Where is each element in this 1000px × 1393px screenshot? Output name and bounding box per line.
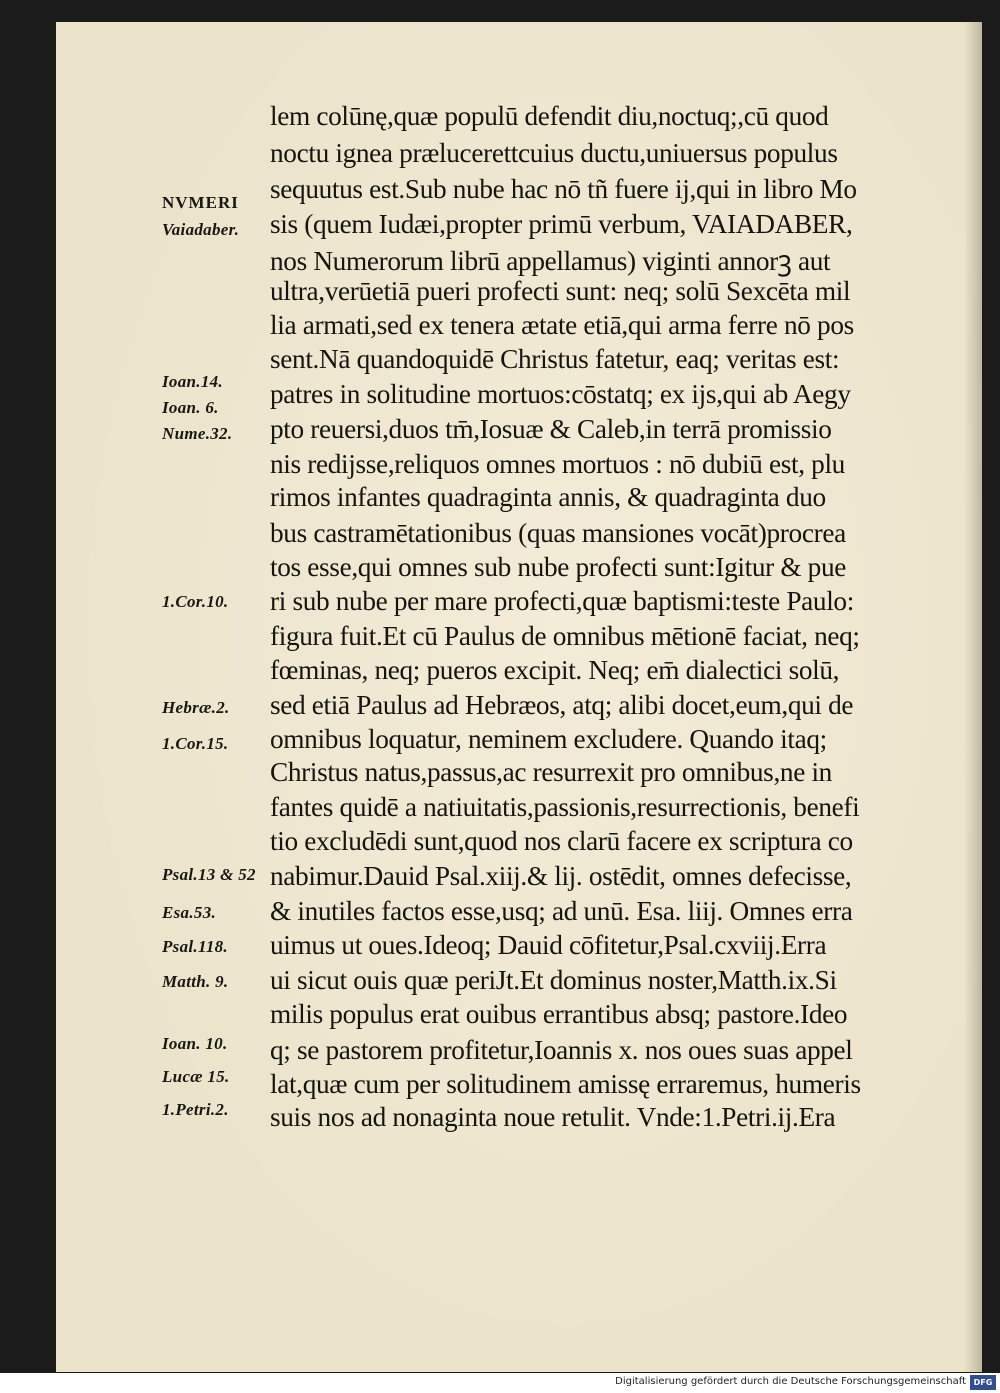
text-line: Christus natus,passus,ac resurrexit pro omnibus,ne in [270,756,832,787]
text-line: fœminas, neq; pueros excipit. Neq; em̄ dialectici solū, [270,654,840,685]
text-line: & inutiles factos esse,usq; ad unū. Esa. liij. Omnes erra [270,895,853,926]
marginal-reference: Psal.13 & 52 [162,865,256,884]
text-line: tos esse,qui omnes sub nube profecti sunt:Igitur & pue [270,551,847,582]
marginal-reference: Hebræ.2. [162,698,230,717]
text-line: nabimur.Dauid Psal.xiij.& lij. ostēdit, omnes defecisse, [270,860,852,891]
text-line: bus castramētationibus (quas mansiones vocāt)procrea [270,517,846,548]
text-line: uimus ut oues.Ideoq; Dauid cōfitetur,Psal.cxviij.Erra [270,929,827,960]
text-line: figura fuit.Et cū Paulus de omnibus mētionē faciat, neq; [270,620,860,651]
text-line: sed etiā Paulus ad Hebræos, atq; alibi docet,eum,qui de [270,689,854,720]
marginal-reference: Nume.32. [162,424,233,443]
marginal-reference: Lucæ 15. [162,1067,230,1086]
marginal-reference: Vaiadaber. [162,220,240,239]
page-edge-shadow [964,22,982,1372]
text-line: lem colūnę,quæ populū defendit diu,noctuq;,cū quod [270,100,829,131]
marginal-reference: Ioan.14. [162,372,223,391]
text-line: rimos infantes quadraginta annis, & quadraginta duo [270,481,826,512]
marginal-reference: Matth. 9. [162,972,229,991]
text-line: suis nos ad nonaginta noue retulit. Vnde:1.Petri.ij.Era [270,1101,836,1132]
text-line: omnibus loquatur, neminem excludere. Quando itaq; [270,723,827,754]
footer-bar [0,1373,1000,1393]
marginal-reference: 1.Cor.10. [162,592,229,611]
text-line: pto reuersi,duos tm̄,Iosuæ & Caleb,in terrā promissio [270,413,832,444]
text-line: patres in solitudine mortuos:cōstatq; ex ijs,qui ab Aegy [270,378,851,409]
marginal-reference: Ioan. 10. [162,1034,228,1053]
text-line: sequutus est.Sub nube hac nō tñ fuere ij,qui in libro Mo [270,173,857,204]
marginal-reference: 1.Cor.15. [162,734,229,753]
text-line: ri sub nube per mare profecti,quæ baptismi:teste Paulo: [270,585,854,616]
text-line: ui sicut ouis quæ periJt.Et dominus noster,Matth.ix.Si [270,964,837,995]
text-line: q; se pastorem profitetur,Ioannis x. nos oues suas appel [270,1034,853,1065]
text-line: ultra,verūetiā pueri profecti sunt: neq; solū Sexcēta mil [270,275,851,306]
text-line: tio excludēdi sunt,quod nos clarū facere ex scriptura co [270,825,853,856]
text-line: nis redijsse,reliquos omnes mortuos : nō dubiū est, plu [270,448,845,479]
text-line: lia armati,sed ex tenera ætate etiā,qui arma ferre nō pos [270,309,854,340]
text-line: sis (quem Iudæi,propter primū verbum, VAIADABER, [270,208,853,239]
marginal-reference: Ioan. 6. [162,398,219,417]
dfg-logo: DFG [970,1375,996,1390]
text-line: lat,quæ cum per solitudinem amissę erraremus, humeris [270,1068,861,1099]
text-line: nos Numerorum librū appellamus) viginti annorꝫ aut [270,245,831,276]
text-line: noctu ignea prælucerettcuius ductu,uniuersus populus [270,137,838,168]
text-line: sent.Nā quandoquidē Christus fatetur, eaq; veritas est: [270,343,840,374]
footer-credit: Digitalisierung gefördert durch die Deutsche Forschungsgemeinschaft [615,1376,966,1387]
text-line: fantes quidē a natiuitatis,passionis,resurrectionis, benefi [270,791,860,822]
text-line: milis populus erat ouibus errantibus absq; pastore.Ideo [270,998,848,1029]
marginal-reference: Esa.53. [162,903,217,922]
marginal-reference: Psal.118. [162,937,228,956]
marginal-reference: NVMERI [162,193,239,212]
marginal-reference: 1.Petri.2. [162,1100,229,1119]
